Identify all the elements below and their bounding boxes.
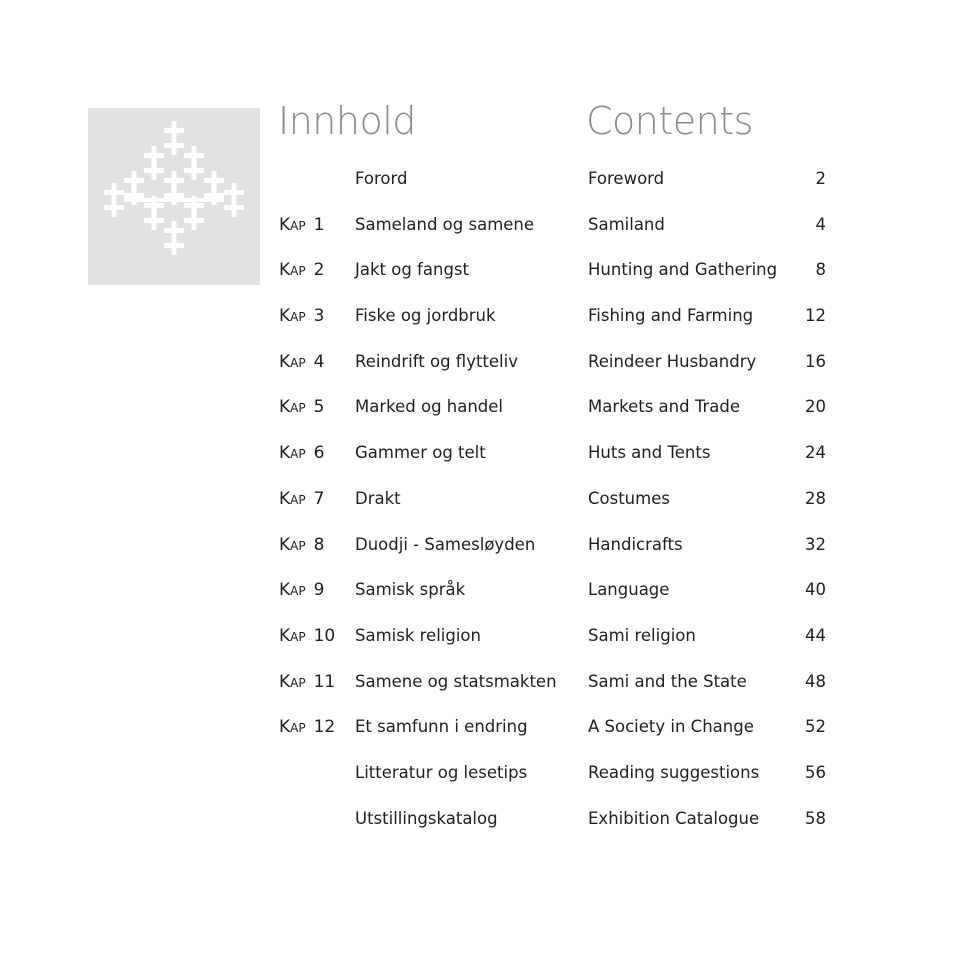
chapter-number: 7 (313, 488, 325, 509)
page-number: 48 (805, 671, 826, 691)
page-number: 12 (805, 306, 826, 326)
chapter-label (279, 489, 324, 509)
title-english: Language (588, 580, 670, 600)
title-norwegian: Gammer og telt (355, 443, 486, 463)
title-english: Costumes (588, 488, 670, 508)
title-english: Handicrafts (588, 534, 683, 554)
chapter-number: 4 (313, 351, 325, 372)
toc-entry[interactable] (0, 434, 960, 480)
chapter-number: 3 (313, 306, 325, 327)
title-english: Sami and the State (588, 671, 747, 691)
title-norwegian: Samene og statsmakten (355, 671, 557, 691)
heading-english: Contents (586, 99, 753, 143)
title-norwegian: Marked og handel (355, 397, 504, 417)
title-norwegian: Reindrift og flytteliv (355, 351, 518, 371)
chapter-number: 9 (313, 580, 325, 601)
toc-entry[interactable] (0, 617, 960, 663)
table-of-contents (0, 160, 960, 845)
toc-entry[interactable] (0, 708, 960, 754)
chapter-prefix: Kap (279, 443, 306, 464)
toc-entry[interactable] (0, 160, 960, 206)
chapter-number: 12 (313, 717, 336, 738)
chapter-prefix: Kap (279, 214, 306, 235)
title-norwegian: Utstillingskatalog (355, 808, 498, 828)
title-norwegian: Jakt og fangst (355, 260, 469, 280)
page-number: 20 (805, 397, 826, 417)
chapter-prefix: Kap (279, 306, 306, 327)
title-norwegian: Samisk språk (355, 580, 466, 600)
chapter-label (279, 260, 324, 280)
title-english: Foreword (588, 169, 665, 188)
title-norwegian: Fiske og jordbruk (355, 306, 496, 326)
chapter-label (279, 397, 324, 417)
toc-entry[interactable] (0, 251, 960, 297)
toc-entry[interactable] (0, 754, 960, 800)
title-norwegian: Duodji - Samesløyden (355, 534, 536, 554)
page-number: 16 (805, 351, 826, 371)
title-norwegian: Forord (355, 169, 408, 188)
chapter-number: 2 (313, 260, 325, 281)
title-norwegian: Sameland og samene (355, 214, 535, 234)
title-english: Exhibition Catalogue (588, 808, 760, 828)
chapter-prefix: Kap (279, 580, 306, 601)
chapter-label (279, 580, 324, 600)
page-number: 58 (805, 808, 826, 828)
heading-norwegian: Innhold (278, 99, 416, 143)
page-number: 32 (805, 534, 826, 554)
chapter-label (279, 717, 335, 737)
title-norwegian: Litteratur og lesetips (355, 762, 528, 782)
chapter-prefix: Kap (279, 260, 306, 281)
toc-entry[interactable] (0, 480, 960, 526)
page-number: 52 (805, 717, 826, 737)
chapter-number: 10 (313, 625, 336, 646)
page-number: 56 (805, 762, 826, 782)
title-english: Reading suggestions (588, 762, 760, 782)
toc-entry[interactable] (0, 526, 960, 572)
page-number: 28 (805, 488, 826, 508)
chapter-label (279, 672, 335, 692)
toc-entry[interactable] (0, 343, 960, 389)
page-number: 24 (805, 443, 826, 463)
toc-entry[interactable] (0, 663, 960, 709)
title-english: Sami religion (588, 625, 696, 645)
title-norwegian: Drakt (355, 488, 401, 508)
toc-entry[interactable] (0, 206, 960, 252)
title-english: Hunting and Gathering (588, 260, 778, 280)
chapter-prefix: Kap (279, 671, 306, 692)
chapter-label (279, 306, 324, 326)
page-number: 4 (815, 214, 826, 234)
toc-entry[interactable] (0, 800, 960, 846)
chapter-prefix: Kap (279, 397, 306, 418)
toc-entry[interactable] (0, 297, 960, 343)
toc-entry[interactable] (0, 571, 960, 617)
page-number: 44 (805, 625, 826, 645)
title-norwegian: Samisk religion (355, 625, 481, 645)
page-number: 40 (805, 580, 826, 600)
chapter-number: 1 (313, 214, 325, 235)
chapter-number: 8 (313, 534, 325, 555)
page-number: 2 (815, 169, 826, 188)
chapter-number: 5 (313, 397, 325, 418)
chapter-number: 6 (313, 443, 325, 464)
chapter-prefix: Kap (279, 351, 306, 372)
chapter-label (279, 626, 335, 646)
title-english: Reindeer Husbandry (588, 351, 757, 371)
title-norwegian: Et samfunn i endring (355, 717, 528, 737)
title-english: Fishing and Farming (588, 306, 754, 326)
page-number: 8 (815, 260, 826, 280)
chapter-prefix: Kap (279, 488, 306, 509)
chapter-label (279, 535, 324, 555)
chapter-prefix: Kap (279, 717, 306, 738)
chapter-number: 11 (313, 671, 336, 692)
toc-entry[interactable] (0, 388, 960, 434)
chapter-prefix: Kap (279, 534, 306, 555)
chapter-label (279, 352, 324, 372)
chapter-label (279, 215, 324, 235)
chapter-prefix: Kap (279, 625, 306, 646)
title-english: A Society in Change (588, 717, 754, 737)
title-english: Samiland (588, 214, 665, 234)
title-english: Huts and Tents (588, 443, 711, 463)
title-english: Markets and Trade (588, 397, 741, 417)
chapter-label (279, 443, 324, 463)
